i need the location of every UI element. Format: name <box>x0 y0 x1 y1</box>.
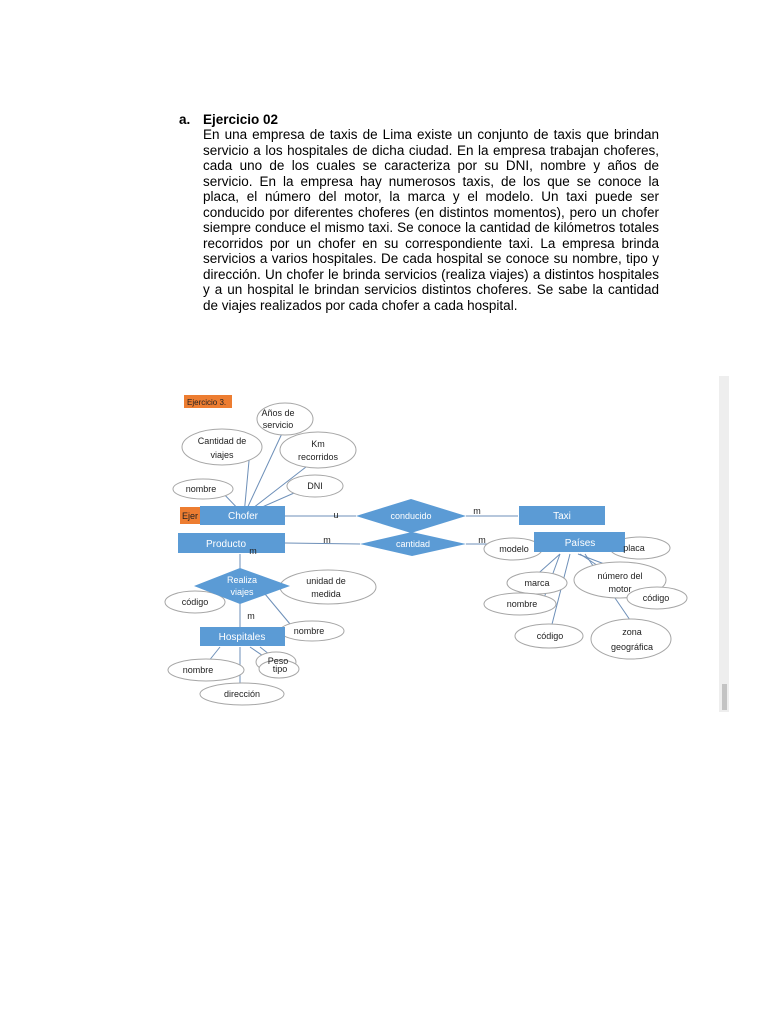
relationship-cantidad-label: cantidad <box>395 539 431 549</box>
entity-producto-label: Producto <box>205 539 247 550</box>
entity-paises-label: Países <box>564 538 596 549</box>
attribute-codigo-left-label: código <box>181 597 209 607</box>
attribute-anos-label-1: Años de <box>261 408 295 418</box>
relationship-realiza-label-2: viajes <box>230 587 254 597</box>
cardinality-producto-cantidad: m <box>323 535 331 545</box>
attribute-nombre-hosp-left-label: nombre <box>182 665 214 675</box>
attribute-placa-label: placa <box>623 543 645 553</box>
exercise-body: En una empresa de taxis de Lima existe un conjunto de taxis que brindan servicio a los hospitales de dicha ciudad. En la empresa trabajan choferes, cada uno de los cuales se caracteriza por su DNI, nombre y años de servicio. En la empresa hay numerosos taxis, de los que se conoce la placa, el número del motor, la marca y el modelo. Un taxi puede ser conducido por diferentes choferes (en distintos momentos), pero un chofer siempre conduce el mismo taxi. Se conoce la cantidad de kilómetros totales recorridos por un chofer en su correspondiente taxi. La empresa brinda servicios a varios hospitales. De cada hospital se conoce su nombre, tipo y dirección. Un chofer le brinda servicios (realiza viajes) a distintos hospitales y a un hospital le brindan servicios distintos choferes. Se sabe la cantidad de viajes realizados por cada chofer a cada hospital. <box>203 127 659 313</box>
attribute-unidad-label-1: unidad de <box>306 576 346 586</box>
entity-taxi-label: Taxi <box>553 511 571 522</box>
cardinality-chofer-conducido: u <box>333 510 339 520</box>
attribute-peso-label: Peso <box>267 656 289 666</box>
attribute-zona-geografica <box>591 619 671 659</box>
attribute-direccion-label: dirección <box>223 689 261 699</box>
attribute-nombre-chofer-label: nombre <box>185 484 217 494</box>
attribute-cantidad-label-1: Cantidad de <box>197 436 247 446</box>
attribute-dni-label: DNI <box>307 481 323 491</box>
attribute-numero-label-1: número del <box>597 571 643 581</box>
attribute-codigo-right-label: código <box>642 593 670 603</box>
figure-scrollbar-thumb[interactable] <box>722 684 727 710</box>
attribute-km-label-1: Km <box>311 439 325 449</box>
attribute-nombre-taxi-label: nombre <box>506 599 538 609</box>
cardinality-producto-realiza: m <box>249 546 257 556</box>
entity-chofer-label: Chofer <box>227 511 259 522</box>
attribute-nombre-hosp-right-label: nombre <box>293 626 325 636</box>
diagram-tag-partial-label: Ejer <box>182 511 199 521</box>
attribute-zona-label-2: geográfica <box>610 642 654 652</box>
attribute-tipo-label: tipo <box>272 664 288 674</box>
cardinality-cantidad-paises: m <box>478 535 486 545</box>
attribute-zona-label-1: zona <box>622 627 642 637</box>
cardinality-conducido-taxi: m <box>473 506 481 516</box>
er-diagram <box>160 372 732 714</box>
attribute-km-recorridos <box>280 432 356 468</box>
attribute-numero-label-2: motor <box>608 584 632 594</box>
relationship-conducido-label: conducido <box>390 511 432 521</box>
entity-hospitales-label: Hospitales <box>218 632 266 643</box>
attribute-km-label-2: recorridos <box>297 452 339 462</box>
exercise-title: Ejercicio 02 <box>203 112 279 127</box>
attribute-modelo-label: modelo <box>499 544 529 554</box>
attribute-codigo-bottom-label: código <box>536 631 564 641</box>
exercise-marker: a. <box>179 112 191 127</box>
er-diagram-figure <box>160 372 732 714</box>
diagram-tag-label: Ejercicio 3. <box>187 398 227 407</box>
relationship-realiza-label-1: Realiza <box>226 575 258 585</box>
attribute-cantidad-label-2: viajes <box>210 450 234 460</box>
attribute-anos-label-2: servicio <box>262 420 294 430</box>
figure-scrollbar[interactable] <box>719 376 729 712</box>
attribute-marca-label: marca <box>524 578 550 588</box>
attribute-unidad-label-2: medida <box>311 589 341 599</box>
cardinality-realiza-hospitales: m <box>247 611 255 621</box>
